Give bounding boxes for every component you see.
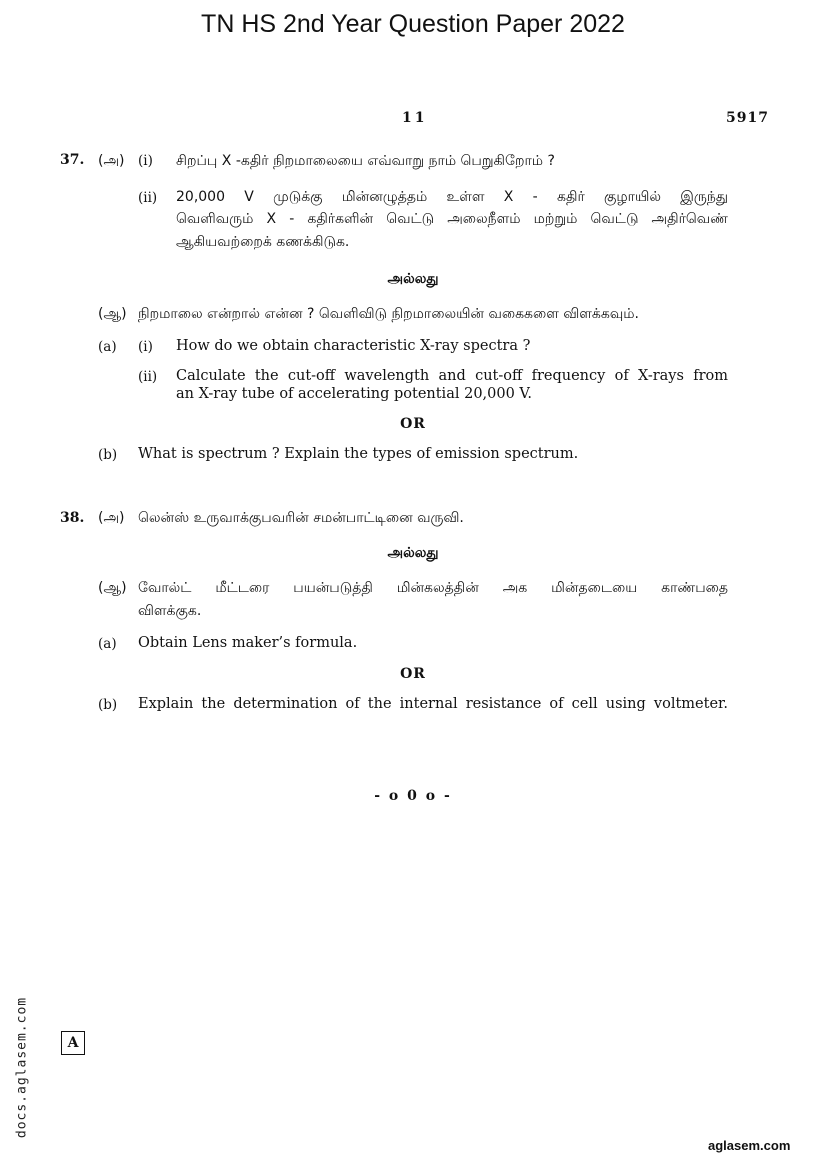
q38-en-b-text: Explain the determination of the internal resistance of cell using voltmeter. xyxy=(138,696,728,712)
q37-en-a-label: (a) xyxy=(98,339,117,355)
q38-or-english: OR xyxy=(400,666,426,682)
q37-tamil-a-label: (அ) xyxy=(98,153,125,169)
question-37-number: 37. xyxy=(60,152,85,168)
document-title: TN HS 2nd Year Question Paper 2022 xyxy=(201,10,625,38)
q37-en-i-label: (i) xyxy=(138,339,153,355)
q37-en-ii-label: (ii) xyxy=(138,369,158,385)
q37-en-b-text: What is spectrum ? Explain the types of emission spectrum. xyxy=(138,446,579,462)
q37-tamil-aa-text: நிறமாலை என்றால் என்ன ? வெளிவிடு நிறமாலையின் வகைகளை விளக்கவும். xyxy=(138,306,639,322)
paper-code: 5917 xyxy=(726,110,769,126)
q38-tamil-a-text: லென்ஸ் உருவாக்குபவரின் சமன்பாட்டினை வருவி. xyxy=(138,510,464,526)
q38-tamil-a-label: (அ) xyxy=(98,510,125,526)
q38-en-a-label: (a) xyxy=(98,636,117,652)
q37-or-tamil: அல்லது xyxy=(387,271,439,287)
q37-tamil-ii-label: (ii) xyxy=(138,190,158,206)
q38-tamil-aa-line1: வோல்ட் மீட்டரை பயன்படுத்தி மின்கலத்தின் அக மின்தடையை காண்பதை xyxy=(138,580,728,596)
q38-or-tamil: அல்லது xyxy=(387,545,439,561)
q38-en-b-label: (b) xyxy=(98,697,118,713)
q38-tamil-aa-label: (ஆ) xyxy=(98,580,127,596)
q37-tamil-i-label: (i) xyxy=(138,153,153,169)
footer-brand: aglasem.com xyxy=(708,1138,791,1153)
q38-en-a-text: Obtain Lens maker’s formula. xyxy=(138,635,358,651)
q38-tamil-aa-line2: விளக்குக. xyxy=(138,603,202,619)
q37-en-a-ii-line1: Calculate the cut-off wavelength and cut-off frequency of X-rays from xyxy=(176,368,728,384)
side-watermark: docs.aglasem.com xyxy=(14,996,30,1139)
end-of-paper-mark: - o 0 o - xyxy=(374,788,452,804)
q37-en-b-label: (b) xyxy=(98,447,118,463)
question-38-number: 38. xyxy=(60,510,85,526)
q37-tamil-a-i-text: சிறப்பு X -கதிர் நிறமாலையை எவ்வாறு நாம் பெறுகிறோம் ? xyxy=(176,153,555,169)
q37-or-english: OR xyxy=(400,416,426,432)
q37-tamil-aa-label: (ஆ) xyxy=(98,306,127,322)
page-number: 11 xyxy=(402,110,428,126)
q37-en-a-ii-line2: an X-ray tube of accelerating potential 20,000 V. xyxy=(176,386,532,402)
q37-tamil-a-ii-line1: 20,000 V முடுக்கு மின்னழுத்தம் உள்ள X - கதிர் குழாயில் இருந்து xyxy=(176,189,728,205)
q37-tamil-a-ii-line2: வெளிவரும் X - கதிர்களின் வெட்டு அலைநீளம் மற்றும் வெட்டு அதிர்வெண் xyxy=(176,211,728,227)
q37-en-a-i-text: How do we obtain characteristic X-ray spectra ? xyxy=(176,338,531,354)
q37-tamil-a-ii-line3: ஆகியவற்றைக் கணக்கிடுக. xyxy=(176,234,350,250)
version-box: A xyxy=(61,1031,85,1055)
